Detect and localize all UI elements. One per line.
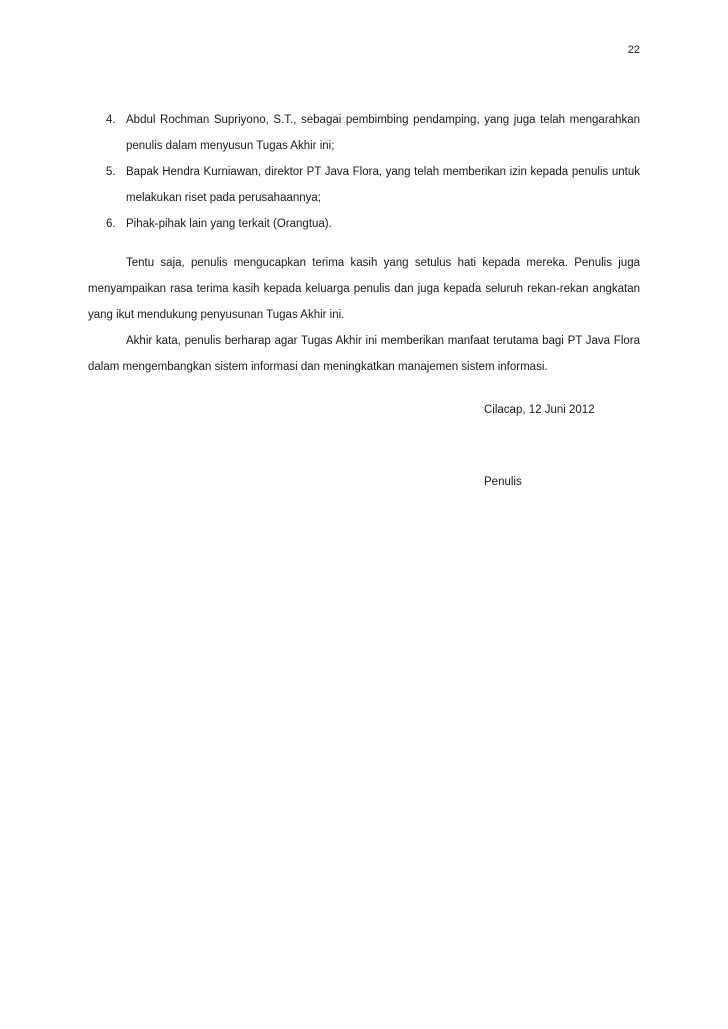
list-item xyxy=(88,159,640,211)
signature-name: Penulis xyxy=(484,476,522,488)
list-item-text: Abdul Rochman Supriyono, S.T., sebagai pembimbing pendamping, yang juga telah mengarahkan penulis dalam menyusun Tugas Akhir ini; xyxy=(126,114,640,152)
list-item-number: 5. xyxy=(106,166,116,178)
list-item-number: 6. xyxy=(106,218,116,230)
acknowledgement-list xyxy=(88,107,640,237)
closing-paragraph: Akhir kata, penulis berharap agar Tugas Akhir ini memberikan manfaat terutama bagi PT Java Flora dalam mengembangkan sistem informasi dan meningkatkan manajemen sistem informasi. xyxy=(88,335,640,373)
thanks-paragraph: Tentu saja, penulis mengucapkan terima kasih yang setulus hati kepada mereka. Penulis juga menyampaikan rasa terima kasih kepada keluarga penulis dan juga kepada seluruh rekan-rekan angkatan yang ikut mendukung penyusunan Tugas Akhir ini. xyxy=(88,257,640,321)
page-number: 22 xyxy=(627,44,640,56)
signature-place-date: Cilacap, 12 Juni 2012 xyxy=(484,404,595,416)
list-item-number: 4. xyxy=(106,114,116,126)
list-item-text: Pihak-pihak lain yang terkait (Orangtua). xyxy=(126,218,332,230)
list-item xyxy=(88,211,640,237)
list-item xyxy=(88,107,640,159)
list-item-text: Bapak Hendra Kurniawan, direktor PT Java Flora, yang telah memberikan izin kepada penulis untuk melakukan riset pada perusahaannya; xyxy=(126,166,640,204)
